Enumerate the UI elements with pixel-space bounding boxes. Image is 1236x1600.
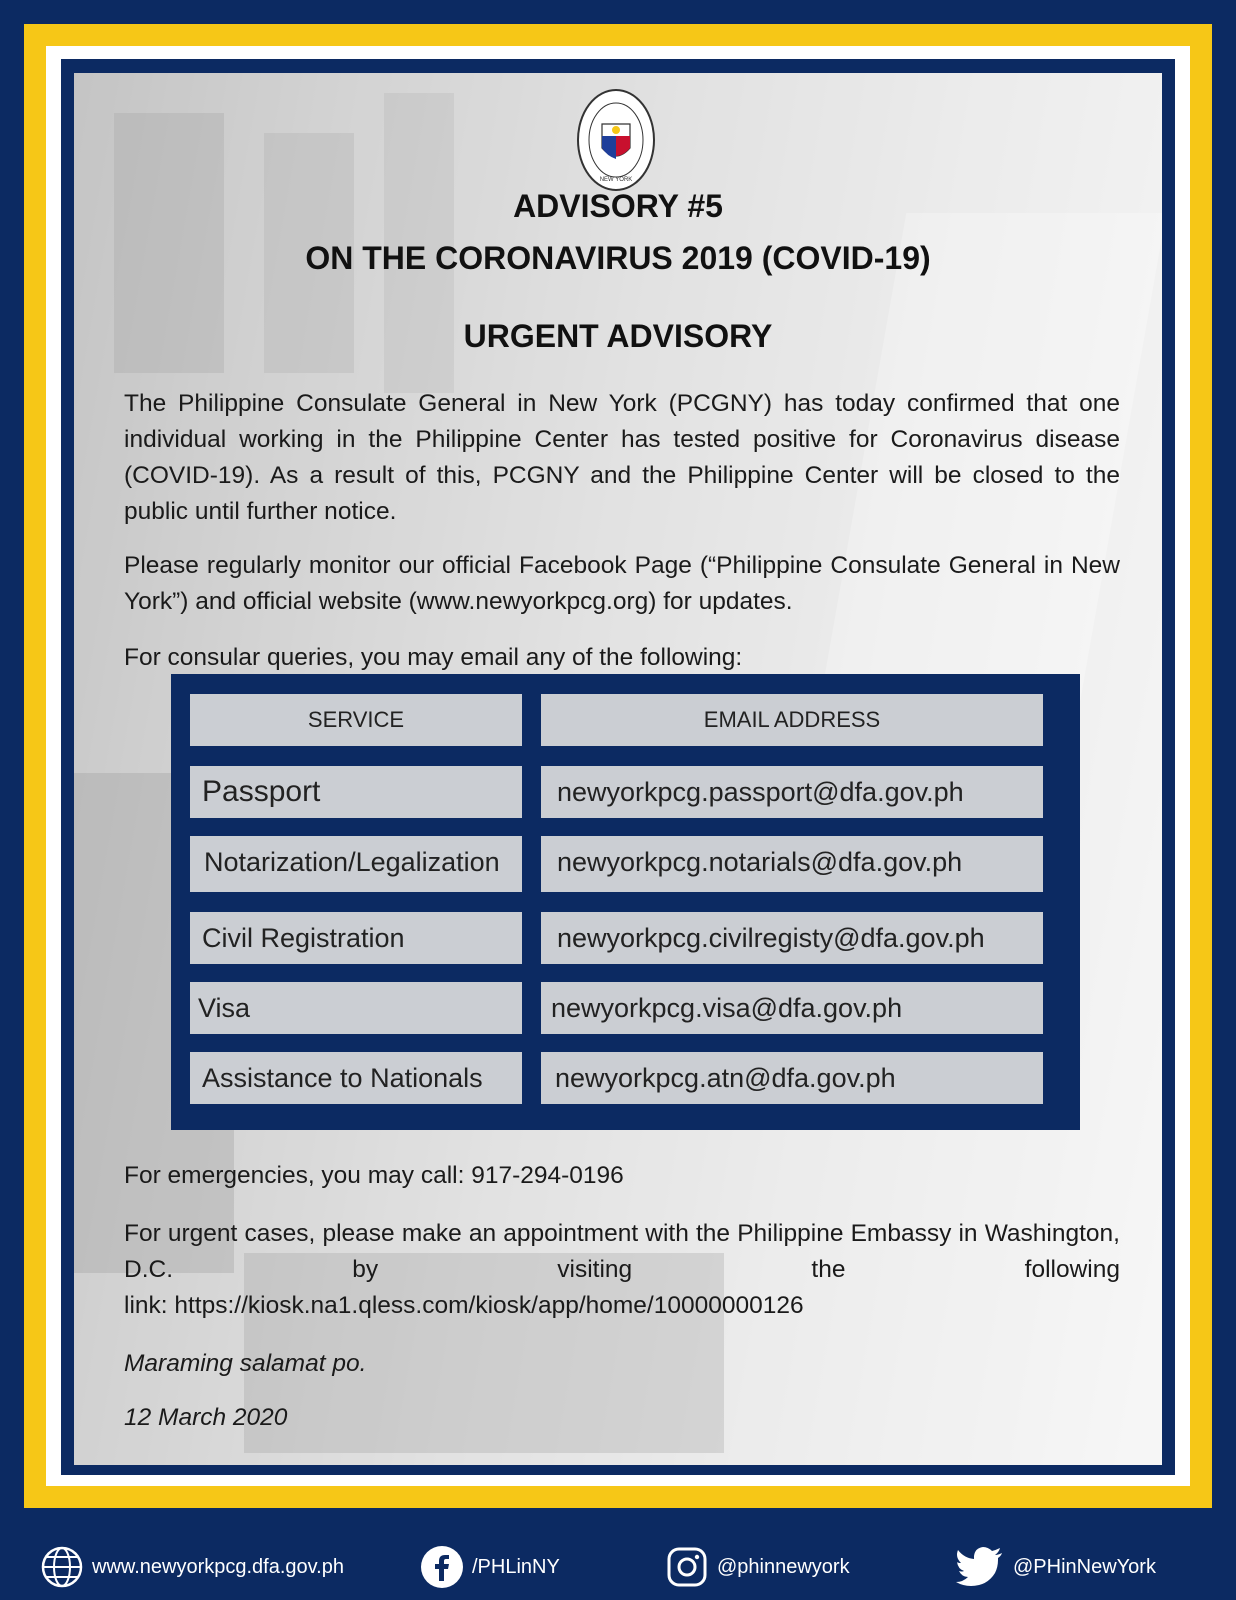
- advisory-date: 12 March 2020: [124, 1404, 288, 1431]
- email-atn-link[interactable]: newyorkpcg.atn@dfa.gov.ph: [541, 1052, 1043, 1104]
- service-column-header: SERVICE: [190, 694, 522, 746]
- footer-facebook-text: /PHLinNY: [472, 1555, 560, 1578]
- urgent-cases-text: For urgent cases, please make an appointment with the Philippine Embassy in Washington, D.C. by visiting the following: [124, 1220, 1120, 1283]
- urgent-advisory-heading: URGENT ADVISORY: [463, 318, 773, 354]
- service-notarization: Notarization/Legalization: [190, 836, 522, 892]
- email-notarials-link[interactable]: newyorkpcg.notarials@dfa.gov.ph: [541, 836, 1043, 892]
- service-visa: Visa: [190, 982, 522, 1034]
- embassy-appointment-link[interactable]: link: https://kiosk.na1.qless.com/kiosk/app/home/10000000126: [124, 1292, 804, 1319]
- footer-website[interactable]: [40, 1545, 344, 1589]
- seal-bottom-text: NEW YORK: [599, 177, 633, 183]
- instagram-icon: [665, 1545, 709, 1589]
- globe-icon: [40, 1545, 84, 1589]
- contact-table: [171, 674, 1080, 1130]
- monitor-paragraph: Please regularly monitor our official Facebook Page (“Philippine Consulate General in New York”) and official website (www.newyorkpcg.org) for updates.: [124, 552, 1120, 615]
- service-passport: Passport: [190, 766, 522, 818]
- consulate-seal-icon: [576, 86, 656, 194]
- email-visa-link[interactable]: newyorkpcg.visa@dfa.gov.ph: [541, 982, 1043, 1034]
- consular-queries-paragraph: For consular queries, you may email any of the following:: [124, 644, 743, 671]
- facebook-icon: [420, 1545, 464, 1589]
- email-passport-link[interactable]: newyorkpcg.passport@dfa.gov.ph: [541, 766, 1043, 818]
- footer-instagram-text: @phinnewyork: [717, 1555, 850, 1578]
- footer-website-text: www.newyorkpcg.dfa.gov.ph: [92, 1555, 344, 1578]
- service-assistance-to-nationals: Assistance to Nationals: [190, 1052, 522, 1104]
- emergency-phone-text: For emergencies, you may call: 917-294-0196: [124, 1162, 624, 1189]
- email-civilregistry-link[interactable]: newyorkpcg.civilregisty@dfa.gov.ph: [541, 912, 1043, 964]
- footer-twitter-text: @PHinNewYork: [1013, 1555, 1156, 1578]
- advisory-number-title: ADVISORY #5: [513, 188, 723, 224]
- service-civil-registration: Civil Registration: [190, 912, 522, 964]
- twitter-bird-icon: [955, 1545, 1005, 1589]
- advisory-subject-title: ON THE CORONAVIRUS 2019 (COVID-19): [305, 240, 931, 276]
- confirmation-paragraph: The Philippine Consulate General in New York (PCGNY) has today confirmed that one individual working in the Philippine Center has tested positive for Coronavirus disease (COVID-19). As a result of this, PCGNY and the Philippine Center will be closed to the public until further notice.: [124, 390, 1120, 525]
- footer-facebook[interactable]: [420, 1545, 560, 1589]
- closing-thanks: Maraming salamat po.: [124, 1350, 367, 1377]
- footer-instagram[interactable]: [665, 1545, 850, 1589]
- footer-twitter[interactable]: [955, 1545, 1156, 1589]
- email-column-header: EMAIL ADDRESS: [541, 694, 1043, 746]
